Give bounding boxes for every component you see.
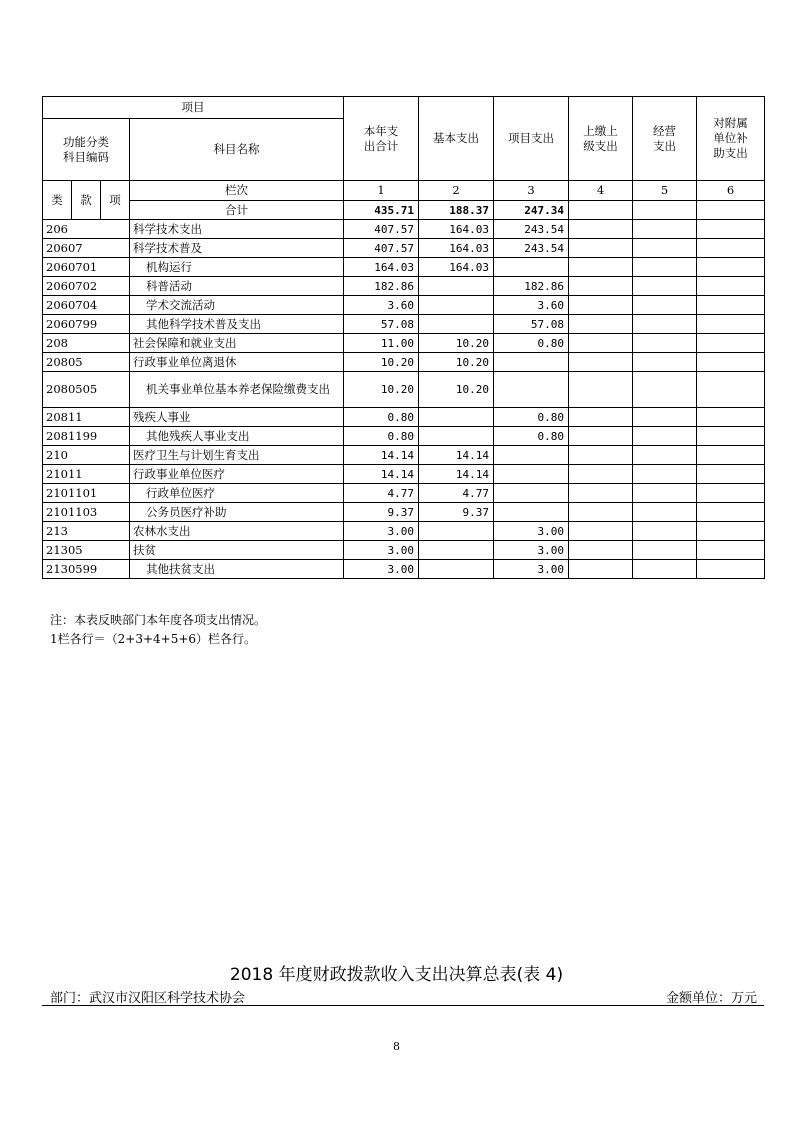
row-business: [633, 296, 697, 315]
row-basic: [419, 277, 494, 296]
table-row: [43, 315, 765, 334]
header-business: 经营支出: [633, 97, 697, 181]
row-project: [494, 353, 569, 372]
row-affiliate: [697, 465, 765, 484]
row-subject-name: 行政单位医疗: [130, 484, 344, 503]
col-number-2: 2: [419, 181, 494, 201]
row-total: 14.14: [344, 465, 419, 484]
note-line-2: 1栏各行＝（2+3+4+5+6）栏各行。: [50, 632, 257, 646]
row-code: 213: [43, 522, 130, 541]
row-upper: [569, 503, 633, 522]
row-total: 3.00: [344, 522, 419, 541]
row-project: [494, 446, 569, 465]
header-kuan: 款: [72, 181, 101, 220]
row-code: 2081199: [43, 427, 130, 446]
col-number-4: 4: [569, 181, 633, 201]
row-subject-name: 科学技术普及: [130, 239, 344, 258]
row-business: [633, 258, 697, 277]
expenditure-table-container: [42, 96, 764, 579]
row-subject-name: 社会保障和就业支出: [130, 334, 344, 353]
row-code: 208: [43, 334, 130, 353]
row-affiliate: [697, 353, 765, 372]
table-row: [43, 296, 765, 315]
row-total: 3.60: [344, 296, 419, 315]
row-business: [633, 220, 697, 239]
table-row: [43, 334, 765, 353]
row-basic: 9.37: [419, 503, 494, 522]
row-subject-name: 科学技术支出: [130, 220, 344, 239]
row-total: 57.08: [344, 315, 419, 334]
row-affiliate: [697, 258, 765, 277]
header-subject-name: 科目名称: [130, 119, 344, 181]
row-affiliate: [697, 277, 765, 296]
row-total: 164.03: [344, 258, 419, 277]
row-basic: [419, 315, 494, 334]
row-code: 210: [43, 446, 130, 465]
row-subject-name: 公务员医疗补助: [130, 503, 344, 522]
row-affiliate: [697, 522, 765, 541]
row-basic: 164.03: [419, 220, 494, 239]
table-row: [43, 560, 765, 579]
row-total: 4.77: [344, 484, 419, 503]
row-business: [633, 446, 697, 465]
table-row: [43, 408, 765, 427]
row-affiliate: [697, 334, 765, 353]
row-project: 0.80: [494, 408, 569, 427]
table-row: [43, 484, 765, 503]
row-subject-name: 医疗卫生与计划生育支出: [130, 446, 344, 465]
row-subject-name: 其他科学技术普及支出: [130, 315, 344, 334]
header-affiliate: 对附属单位补助支出: [697, 97, 765, 181]
row-code: 2101101: [43, 484, 130, 503]
row-code: 206: [43, 220, 130, 239]
row-business: [633, 465, 697, 484]
row-subject-name: 机构运行: [130, 258, 344, 277]
col-number-3: 3: [494, 181, 569, 201]
page-number: 8: [393, 1040, 400, 1053]
row-business: [633, 541, 697, 560]
total-basic: 188.37: [419, 201, 494, 220]
row-total: 407.57: [344, 239, 419, 258]
row-total: 10.20: [344, 372, 419, 408]
row-basic: 164.03: [419, 239, 494, 258]
row-project: [494, 484, 569, 503]
row-upper: [569, 541, 633, 560]
header-lanci: 栏次: [130, 181, 344, 201]
row-basic: [419, 560, 494, 579]
row-project: 3.00: [494, 522, 569, 541]
next-table-title: 2018 年度财政拨款收入支出决算总表(表 4): [229, 965, 564, 985]
table-row: [43, 503, 765, 522]
row-code: 2101103: [43, 503, 130, 522]
col-number-1: 1: [344, 181, 419, 201]
row-business: [633, 427, 697, 446]
row-affiliate: [697, 220, 765, 239]
row-total: 10.20: [344, 353, 419, 372]
row-project: 0.80: [494, 334, 569, 353]
row-subject-name: 科普活动: [130, 277, 344, 296]
row-affiliate: [697, 315, 765, 334]
header-project: 项目支出: [494, 97, 569, 181]
row-code: 21011: [43, 465, 130, 484]
row-business: [633, 353, 697, 372]
row-affiliate: [697, 408, 765, 427]
row-code: 20811: [43, 408, 130, 427]
row-business: [633, 522, 697, 541]
row-subject-name: 残疾人事业: [130, 408, 344, 427]
row-upper: [569, 353, 633, 372]
row-affiliate: [697, 503, 765, 522]
header-xiang: 项: [101, 181, 130, 220]
row-upper: [569, 484, 633, 503]
row-project: 57.08: [494, 315, 569, 334]
row-project: [494, 372, 569, 408]
table-row: [43, 353, 765, 372]
header-func-code: 功能分类科目编码: [43, 119, 130, 181]
row-code: 2080505: [43, 372, 130, 408]
department-label: 部门：武汉市汉阳区科学技术协会: [50, 991, 246, 1006]
row-subject-name: 行政事业单位医疗: [130, 465, 344, 484]
total-row: [43, 201, 765, 220]
header-total: 本年支出合计: [344, 97, 419, 181]
row-basic: 10.20: [419, 334, 494, 353]
row-code: 2060799: [43, 315, 130, 334]
row-affiliate: [697, 446, 765, 465]
header-lei: 类: [43, 181, 72, 220]
row-upper: [569, 560, 633, 579]
row-business: [633, 239, 697, 258]
row-basic: 10.20: [419, 372, 494, 408]
row-upper: [569, 258, 633, 277]
table-row: [43, 258, 765, 277]
row-business: [633, 503, 697, 522]
row-business: [633, 277, 697, 296]
row-business: [633, 315, 697, 334]
row-subject-name: 机关事业单位基本养老保险缴费支出: [130, 372, 344, 408]
row-basic: 4.77: [419, 484, 494, 503]
row-affiliate: [697, 560, 765, 579]
row-project: 3.00: [494, 541, 569, 560]
row-basic: 14.14: [419, 465, 494, 484]
total-total: 435.71: [344, 201, 419, 220]
row-business: [633, 484, 697, 503]
row-upper: [569, 296, 633, 315]
row-project: 182.86: [494, 277, 569, 296]
col-number-5: 5: [633, 181, 697, 201]
row-basic: [419, 427, 494, 446]
row-subject-name: 农林水支出: [130, 522, 344, 541]
table-notes: [50, 611, 266, 649]
table-row: [43, 372, 765, 408]
row-total: 9.37: [344, 503, 419, 522]
row-basic: [419, 296, 494, 315]
row-basic: 164.03: [419, 258, 494, 277]
row-total: 407.57: [344, 220, 419, 239]
header-item: 项目: [43, 97, 344, 119]
row-affiliate: [697, 427, 765, 446]
row-business: [633, 408, 697, 427]
table-row: [43, 277, 765, 296]
row-subject-name: 其他残疾人事业支出: [130, 427, 344, 446]
row-upper: [569, 446, 633, 465]
row-code: 2130599: [43, 560, 130, 579]
row-project: [494, 258, 569, 277]
table-row: [43, 239, 765, 258]
header-basic: 基本支出: [419, 97, 494, 181]
table-row: [43, 446, 765, 465]
total-project: 247.34: [494, 201, 569, 220]
row-affiliate: [697, 541, 765, 560]
row-basic: [419, 541, 494, 560]
row-total: 11.00: [344, 334, 419, 353]
row-project: 0.80: [494, 427, 569, 446]
row-total: 3.00: [344, 560, 419, 579]
row-upper: [569, 220, 633, 239]
expenditure-table: [42, 96, 765, 579]
col-number-6: 6: [697, 181, 765, 201]
row-upper: [569, 239, 633, 258]
row-affiliate: [697, 484, 765, 503]
table-row: [43, 541, 765, 560]
row-code: 2060701: [43, 258, 130, 277]
row-upper: [569, 427, 633, 446]
row-code: 20805: [43, 353, 130, 372]
row-project: 3.00: [494, 560, 569, 579]
row-basic: 14.14: [419, 446, 494, 465]
row-total: 14.14: [344, 446, 419, 465]
row-subject-name: 其他扶贫支出: [130, 560, 344, 579]
row-project: [494, 465, 569, 484]
row-total: 3.00: [344, 541, 419, 560]
header-rule: [42, 1005, 764, 1006]
row-affiliate: [697, 239, 765, 258]
amount-unit-label: 金额单位：万元: [665, 991, 757, 1006]
row-total: 0.80: [344, 427, 419, 446]
row-upper: [569, 372, 633, 408]
note-line-1: 注：本表反映部门本年度各项支出情况。: [50, 613, 267, 627]
row-code: 21305: [43, 541, 130, 560]
row-business: [633, 372, 697, 408]
table-row: [43, 220, 765, 239]
row-subject-name: 扶贫: [130, 541, 344, 560]
row-upper: [569, 408, 633, 427]
row-business: [633, 334, 697, 353]
row-total: 0.80: [344, 408, 419, 427]
row-project: 243.54: [494, 239, 569, 258]
row-code: 2060702: [43, 277, 130, 296]
row-subject-name: 行政事业单位离退休: [130, 353, 344, 372]
row-upper: [569, 465, 633, 484]
table-row: [43, 465, 765, 484]
row-upper: [569, 522, 633, 541]
header-upper: 上缴上级支出: [569, 97, 633, 181]
row-affiliate: [697, 372, 765, 408]
table-row: [43, 522, 765, 541]
row-affiliate: [697, 296, 765, 315]
table-row: [43, 427, 765, 446]
row-upper: [569, 277, 633, 296]
row-basic: 10.20: [419, 353, 494, 372]
row-upper: [569, 315, 633, 334]
row-total: 182.86: [344, 277, 419, 296]
row-project: 243.54: [494, 220, 569, 239]
total-label: 合计: [130, 201, 344, 220]
row-basic: [419, 522, 494, 541]
row-code: 2060704: [43, 296, 130, 315]
row-subject-name: 学术交流活动: [130, 296, 344, 315]
row-code: 20607: [43, 239, 130, 258]
row-project: [494, 503, 569, 522]
row-project: 3.60: [494, 296, 569, 315]
row-upper: [569, 334, 633, 353]
row-basic: [419, 408, 494, 427]
row-business: [633, 560, 697, 579]
